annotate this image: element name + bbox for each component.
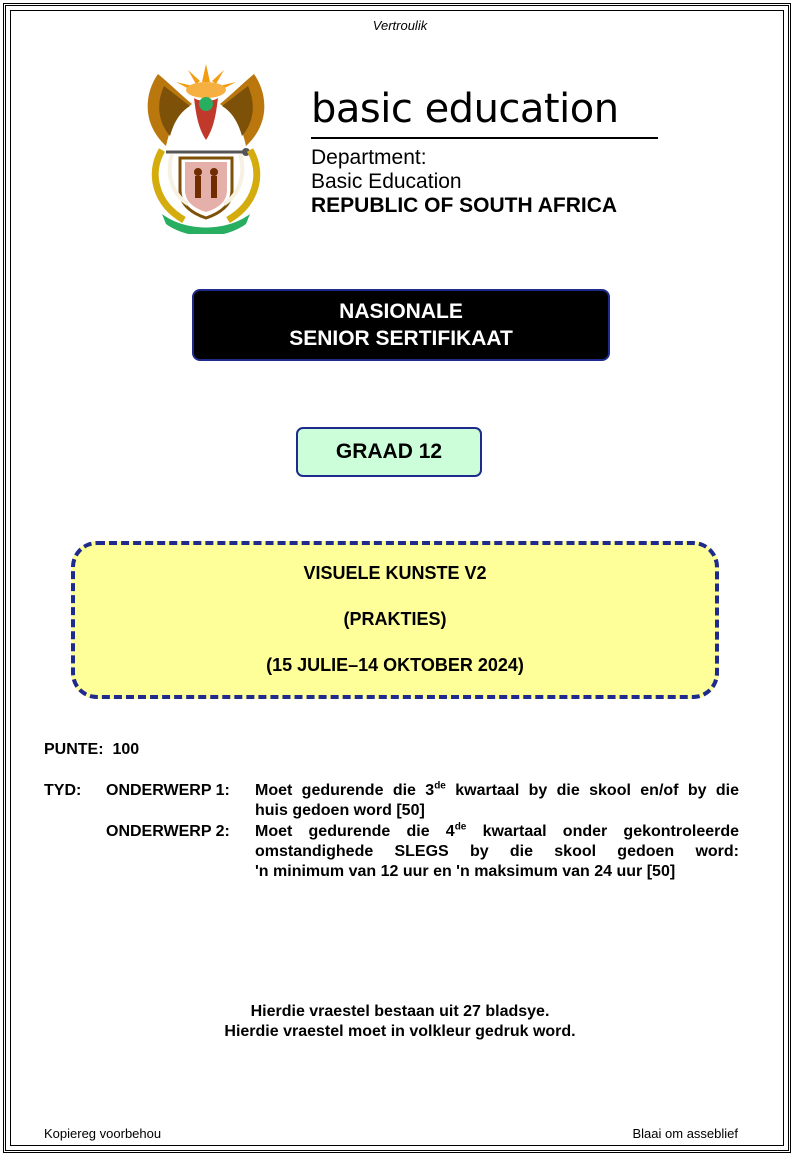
- certificate-line2: SENIOR SERTIFIKAAT: [289, 327, 513, 350]
- topic-1-description: Moet gedurende die 3de kwartaal by die skool en/of by die huis gedoen word [50]: [255, 780, 739, 819]
- time-label: TYD:: [44, 782, 82, 799]
- marks-label: PUNTE:: [44, 741, 104, 758]
- topic-2-label: ONDERWERP 2:: [106, 823, 230, 840]
- brand-divider: [311, 137, 658, 139]
- turn-over-label: Blaai om asseblief: [632, 1126, 738, 1141]
- marks-line: [44, 741, 139, 759]
- marks-value: 100: [112, 741, 140, 758]
- certificate-banner: [192, 289, 610, 361]
- topic-1-label: ONDERWERP 1:: [106, 782, 230, 799]
- page-count-note: Hierdie vraestel bestaan uit 27 bladsye.: [250, 1003, 550, 1020]
- department-label: Department:: [311, 146, 427, 169]
- brand-title: basic education: [311, 86, 619, 132]
- subject-panel: [71, 541, 719, 699]
- subject-type: (PRAKTIES): [343, 609, 447, 629]
- department-name: Basic Education: [311, 170, 462, 193]
- grade-badge: GRAAD 12: [296, 427, 482, 477]
- confidential-label: Vertroulik: [372, 18, 428, 33]
- subject-title: VISUELE KUNSTE V2: [303, 563, 487, 583]
- certificate-line1: NASIONALE: [339, 300, 463, 323]
- subject-dates: (15 JULIE–14 OKTOBER 2024): [266, 655, 524, 675]
- print-color-note: Hierdie vraestel moet in volkleur gedruk word.: [224, 1023, 576, 1040]
- coat-of-arms-icon: [136, 54, 276, 234]
- country-name: REPUBLIC OF SOUTH AFRICA: [311, 194, 618, 217]
- copyright-label: Kopiereg voorbehou: [44, 1126, 162, 1141]
- topic-2-description: Moet gedurende die 4de kwartaal onder gekontroleerde omstandighede SLEGS by die skool gedoen word: 'n minimum van 12 uur en 'n maksimum van 24 uur [50]: [255, 821, 740, 880]
